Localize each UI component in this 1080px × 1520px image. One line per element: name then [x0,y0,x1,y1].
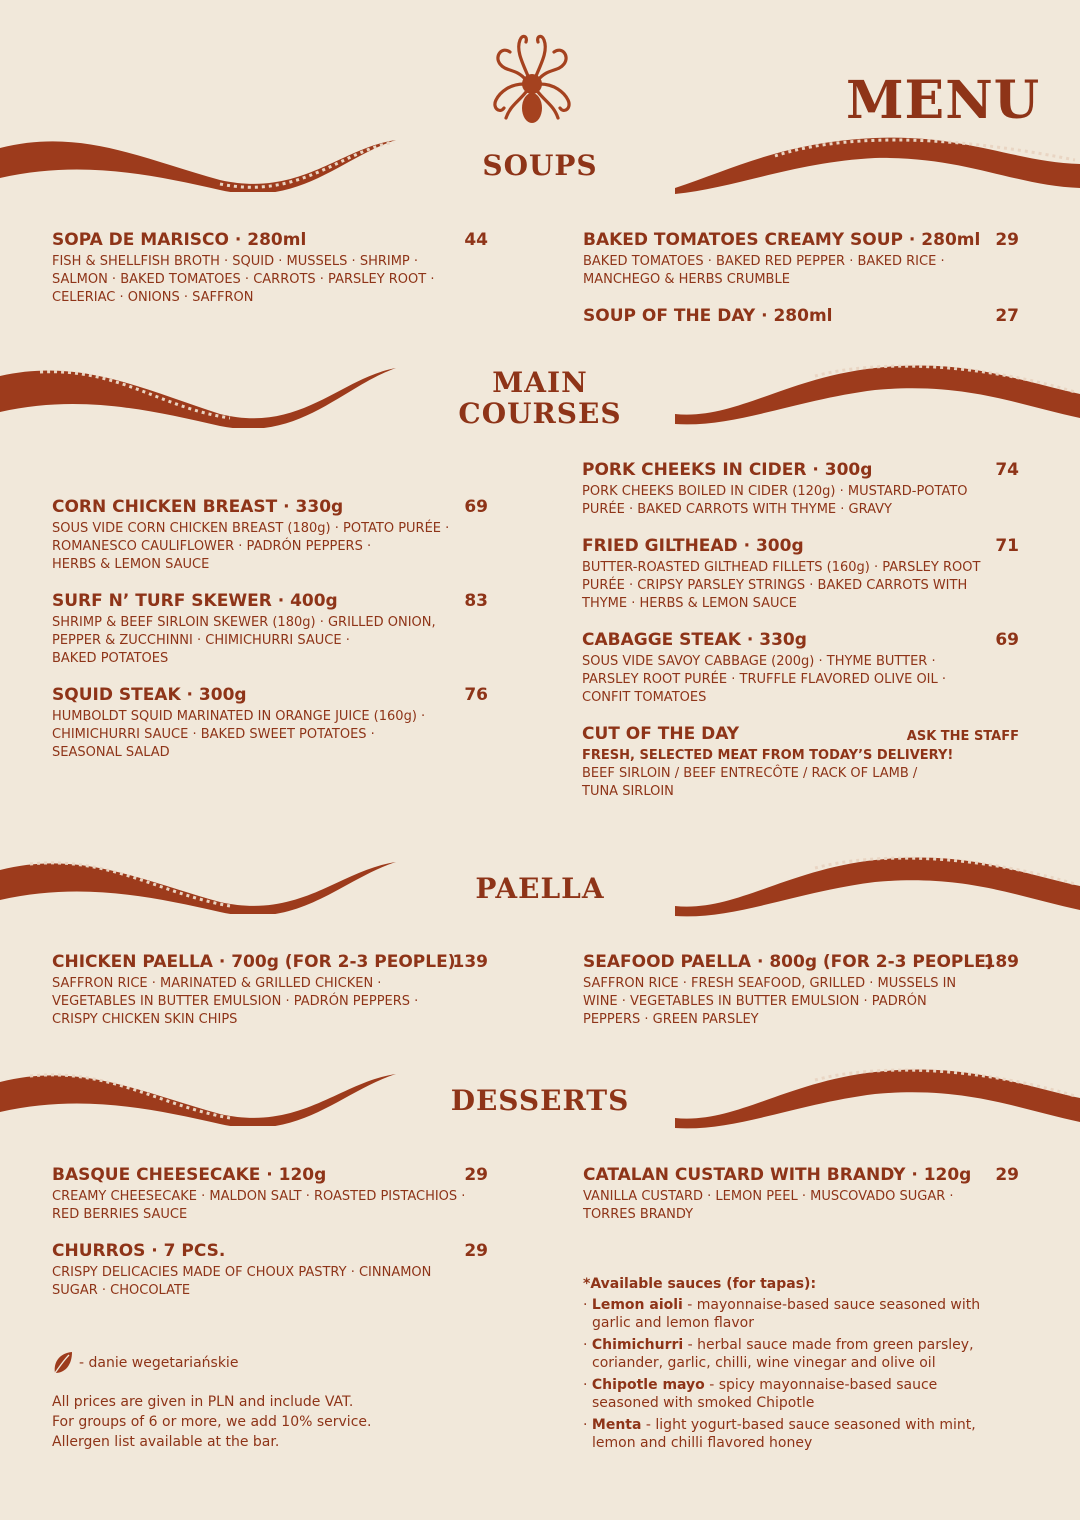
sauce-item: · Menta - light yogurt-based sauce seasoned with mint, lemon and chilli flavored honey [583,1417,976,1451]
tentacle-left-paella-icon [0,850,400,914]
sauce-name: Menta [591,1417,642,1433]
sauce-item: · Lemon aioli - mayonnaise-based sauce seasoned with garlic and lemon flavor [583,1297,981,1331]
menu-item [583,951,1019,1029]
item-description: VANILLA CUSTARD · LEMON PEEL · MUSCOVADO SUGAR · TORRES BRANDY [583,1189,954,1222]
menu-item [582,459,1019,519]
item-price: 29 [464,1165,488,1185]
sauce-name: Chipotle mayo [591,1377,705,1393]
item-name: CABAGGE STEAK · 330g [582,630,807,650]
item-price: 69 [995,630,1019,650]
item-price: 44 [464,230,488,250]
vegetarian-legend [52,1350,238,1376]
item-price: 29 [995,230,1019,250]
item-highlight: FRESH, SELECTED MEAT FROM TODAY’S DELIVERY! [582,748,954,763]
item-price: 29 [995,1165,1019,1185]
tentacle-right-mains-icon [675,358,1080,430]
item-description: FISH & SHELLFISH BROTH · SQUID · MUSSELS · SHRIMP · SALMON · BAKED TOMATOES · CARROTS · PARSLEY ROOT · CELERIAC · ONIONS · SAFFRON [52,254,435,305]
item-description: BEEF SIRLOIN / BEEF ENTRECÔTE / RACK OF LAMB / TUNA SIRLOIN [582,766,918,799]
menu-item [52,951,488,1029]
menu-item [583,305,1019,327]
menu-item [52,496,488,574]
legend-text: - danie wegetariańskie [79,1355,239,1371]
item-description: BAKED TOMATOES · BAKED RED PEPPER · BAKED RICE · MANCHEGO & HERBS CRUMBLE [583,254,945,287]
item-description: CRISPY DELICACIES MADE OF CHOUX PASTRY · CINNAMON SUGAR · CHOCOLATE [52,1265,432,1298]
tentacle-left-desserts-icon [0,1062,400,1126]
item-description: HUMBOLDT SQUID MARINATED IN ORANGE JUICE (160g) · CHIMICHURRI SAUCE · BAKED SWEET POTATOES · SEASONAL SALAD [52,709,426,760]
sauces-title: *Available sauces (for tapas): [583,1276,817,1292]
menu-item [52,229,488,307]
item-name: BASQUE CHEESECAKE · 120g [52,1165,327,1185]
item-name: SQUID STEAK · 300g [52,685,247,705]
menu-title: MENU [846,70,1041,131]
sauce-description: - light yogurt-based sauce seasoned with mint, lemon and chilli flavored honey [592,1417,976,1451]
item-name: SOUP OF THE DAY · 280ml [583,306,833,326]
item-price: 83 [464,591,488,611]
section-heading-soups: SOUPS [482,149,598,182]
item-price: 139 [452,952,488,972]
item-name: CHURROS · 7 PCS. [52,1241,226,1261]
item-name: CHICKEN PAELLA · 700g (FOR 2-3 PEOPLE) [52,952,456,972]
menu-item [52,684,488,762]
menu-item [52,1240,488,1300]
section-heading-paella: PAELLA [475,872,605,905]
tentacle-right-paella-icon [675,850,1080,922]
octopus-logo-icon [486,28,578,130]
item-description: PORK CHEEKS BOILED IN CIDER (120g) · MUSTARD-POTATO PURÉE · BAKED CARROTS WITH THYME · GRAVY [582,484,968,517]
tentacle-right-desserts-icon [675,1062,1080,1134]
item-price: 71 [995,536,1019,556]
menu-item [582,535,1019,613]
menu-item [583,229,1019,289]
item-price: 69 [464,497,488,517]
menu-item [582,629,1019,707]
item-name: BAKED TOMATOES CREAMY SOUP · 280ml [583,230,981,250]
menu-item [52,1164,488,1224]
item-price: 27 [995,306,1019,326]
tentacle-right-soups-icon [675,128,1080,198]
item-price: 29 [464,1241,488,1261]
item-name: SURF N’ TURF SKEWER · 400g [52,591,338,611]
menu-item-cut-of-the-day [582,723,1019,801]
item-price: 74 [995,460,1019,480]
item-description: CREAMY CHEESECAKE · MALDON SALT · ROASTED PISTACHIOS · RED BERRIES SAUCE [52,1189,466,1222]
sauce-name: Chimichurri [591,1337,684,1353]
sauce-description: - spicy mayonnaise-based sauce seasoned with smoked Chipotle [592,1377,938,1411]
item-description: SOUS VIDE SAVOY CABBAGE (200g) · THYME BUTTER · PARSLEY ROOT PURÉE · TRUFFLE FLAVORED OLIVE OIL · CONFIT TOMATOES [582,654,947,705]
tentacle-left-soups-icon [0,128,400,192]
item-name: CATALAN CUSTARD WITH BRANDY · 120g [583,1165,972,1185]
item-name: SEAFOOD PAELLA · 800g (FOR 2-3 PEOPLE) [583,952,994,972]
sauce-name: Lemon aioli [591,1297,683,1313]
item-description: SAFFRON RICE · FRESH SEAFOOD, GRILLED · MUSSELS IN WINE · VEGETABLES IN BUTTER EMULSION · PADRÓN PEPPERS · GREEN PARSLEY [583,976,957,1027]
menu-item [52,590,488,668]
sauces-panel [583,1275,983,1456]
menu-item [583,1164,1019,1224]
item-name: PORK CHEEKS IN CIDER · 300g [582,460,873,480]
leaf-icon [52,1350,74,1376]
item-description: BUTTER-ROASTED GILTHEAD FILLETS (160g) · PARSLEY ROOT PURÉE · CRIPSY PARSLEY STRINGS · BAKED CARROTS WITH THYME · HERBS & LEMON SAUCE [582,560,981,611]
item-name: FRIED GILTHEAD · 300g [582,536,804,556]
pricing-note: All prices are given in PLN and include VAT. For groups of 6 or more, we add 10% service. Allergen list available at the bar. [52,1394,372,1450]
sauce-item: · Chimichurri - herbal sauce made from green parsley, coriander, garlic, chilli, wine vinegar and olive oil [583,1337,974,1371]
sauce-description: - herbal sauce made from green parsley, coriander, garlic, chilli, wine vinegar and olive oil [592,1337,974,1371]
item-description: SOUS VIDE CORN CHICKEN BREAST (180g) · POTATO PURÉE · ROMANESCO CAULIFLOWER · PADRÓN PEPPERS · HERBS & LEMON SAUCE [52,521,450,572]
section-heading-main-line2: COURSES [458,397,622,430]
item-price: 76 [464,685,488,705]
item-name: SOPA DE MARISCO · 280ml [52,230,307,250]
sauce-item: · Chipotle mayo - spicy mayonnaise-based sauce seasoned with smoked Chipotle [583,1377,938,1411]
item-description: SHRIMP & BEEF SIRLOIN SKEWER (180g) · GRILLED ONION, PEPPER & ZUCCHINNI · CHIMICHURRI SAUCE · BAKED POTATOES [52,615,436,666]
section-heading-main-line1: MAIN [492,366,588,399]
item-price: 189 [983,952,1019,972]
section-heading-desserts: DESSERTS [450,1084,630,1117]
item-name: CORN CHICKEN BREAST · 330g [52,497,344,517]
tentacle-left-mains-icon [0,358,400,428]
sauce-description: - mayonnaise-based sauce seasoned with garlic and lemon flavor [592,1297,981,1331]
item-price: ASK THE STAFF [906,729,1019,744]
item-name: CUT OF THE DAY [582,724,740,744]
section-heading-main-courses [390,367,690,429]
item-description: SAFFRON RICE · MARINATED & GRILLED CHICKEN · VEGETABLES IN BUTTER EMULSION · PADRÓN PEPPERS · CRISPY CHICKEN SKIN CHIPS [52,976,419,1027]
